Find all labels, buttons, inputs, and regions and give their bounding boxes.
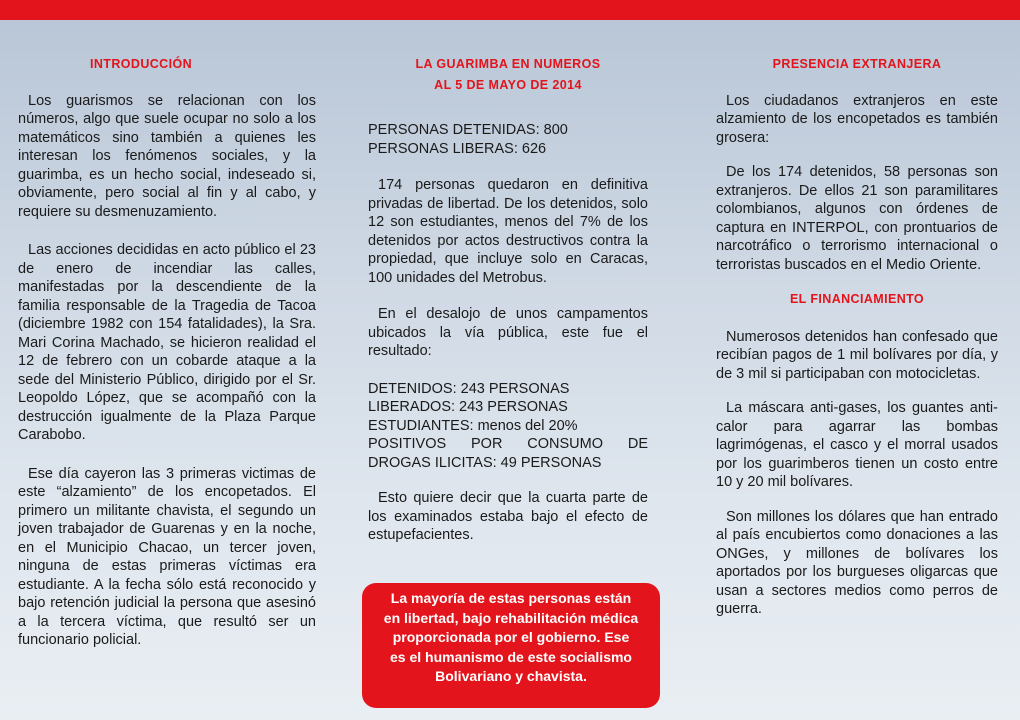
column-introduccion: [18, 55, 316, 650]
heading-guarimba-numeros-line1: LA GUARIMBA EN NUMEROS: [415, 57, 601, 71]
heading-guarimba-numeros-line2: AL 5 DE MAYO DE 2014: [434, 77, 582, 92]
financiamiento-paragraph-2: La máscara anti-gases, los guantes anti-calor para agarrar las bombas lagrimógenas, el casco y el morral usados por los guarimberos tienen un costo entre 10 y 20 mil bolívares.: [716, 400, 998, 490]
callout-line-1: La mayoría de estas personas están: [390, 590, 632, 606]
extranjera-paragraph-1: Los ciudadanos extranjeros en este alzamiento de los encopetados es también grosera:: [716, 92, 998, 146]
result-positivos-line1: POSITIVOS POR CONSUMO DE: [368, 436, 648, 452]
desalojo-results-list: [368, 380, 648, 473]
callout-line-2: en libertad, bajo rehabilitación médica: [383, 609, 639, 626]
callout-line-4: es el humanismo de este socialismo: [390, 648, 632, 665]
stat-liberas: PERSONAS LIBERAS: 626: [368, 140, 547, 157]
result-positivos-line2: DROGAS ILICITAS: 49 PERSONAS: [368, 454, 602, 471]
stat-detenidas: PERSONAS DETENIDAS: 800: [368, 122, 568, 138]
stats-detenidos-liberas: [368, 121, 648, 158]
callout-line-5: Bolivariano y chavista.: [435, 668, 587, 684]
intro-paragraph-2: Las acciones decididas en acto público el 23 de enero de incendiar las calles, manifestadas por la descendiente de la familia responsable de la Tragedia de Tacoa (diciembre 1982 con 154 fatalidades), la Sra. Mari Corina Machado, se hicieron realidad el 12 de febrero con un cobarde ataque a la sede del Ministerio Público, dirigido por el Sr. Leopoldo López, que se acompañó con la destrucción igualmente de la Plaza Parque Carabobo.: [18, 242, 316, 443]
intro-paragraph-1: Los guarismos se relacionan con los números, algo que suele ocupar no solo a los matemáticos sino también a quienes les interesan los fenómenos sociales, y la guarimba, es un hecho social, indeseado si, obviamente, pero social al fin y al cabo, y requiere su desmenuzamiento.: [18, 92, 316, 220]
column-presencia-extranjera: [716, 55, 998, 619]
intro-paragraph-3: Ese día cayeron las 3 primeras victimas de este “alzamiento” de los encopetados. El primero un militante chavista, el segundo un joven trabajador de Guarenas y en la noche, en el Municipio Chacao, un tercer joven, ninguna de estas primeras víctimas era estudiante. A la fecha sólo está reconocido y bajo retención judicial la persona que asesinó a la tercera víctima, que resultó ser un funcionario policial.: [18, 465, 316, 648]
result-detenidos: DETENIDOS: 243 PERSONAS: [368, 380, 570, 397]
heading-financiamiento: EL FINANCIAMIENTO: [789, 292, 925, 306]
column-guarimba-numeros: [368, 55, 648, 545]
financiamiento-paragraph-1: Numerosos detenidos han confesado que recibían pagos de 1 mil bolívares por día, y de 3 mil si participaban con motocicletas.: [716, 328, 998, 382]
numeros-paragraph-1: 174 personas quedaron en definitiva privadas de libertad. De los detenidos, solo 12 son estudiantes, menos del 7% de los detenidos por actos destructivos contra la propiedad, que incluye solo en Caracas, 100 unidades del Metrobus.: [368, 177, 648, 286]
numeros-paragraph-3: Esto quiere decir que la cuarta parte de los examinados estaba bajo el efecto de estupefacientes.: [368, 490, 648, 543]
extranjera-paragraph-2: De los 174 detenidos, 58 personas son extranjeros. De ellos 21 son paramilitares colombianos, algunos con órdenes de captura en INTERPOL, con prontuarios de narcotráfico o terrorismo internacional o terroristas buscados en el Medio Oriente.: [716, 164, 998, 273]
top-red-band: [0, 0, 1020, 20]
heading-introduccion: INTRODUCCIÓN: [90, 57, 193, 71]
numeros-paragraph-2: En el desalojo de unos campamentos ubicados la vía pública, este fue el resultado:: [368, 306, 648, 359]
result-estudiantes: ESTUDIANTES: menos del 20%: [368, 417, 578, 434]
result-liberados: LIBERADOS: 243 PERSONAS: [368, 399, 568, 415]
callout-line-3: proporcionada por el gobierno. Ese: [392, 629, 630, 645]
financiamiento-paragraph-3: Son millones los dólares que han entrado al país encubiertos como donaciones a las ONGes, y millones de bolívares los aportados por los burgueses oligarcas que usan a sectores medios como perros de guerra.: [716, 508, 998, 617]
humanismo-callout-box: [362, 583, 660, 708]
heading-presencia-extranjera: PRESENCIA EXTRANJERA: [772, 57, 942, 71]
